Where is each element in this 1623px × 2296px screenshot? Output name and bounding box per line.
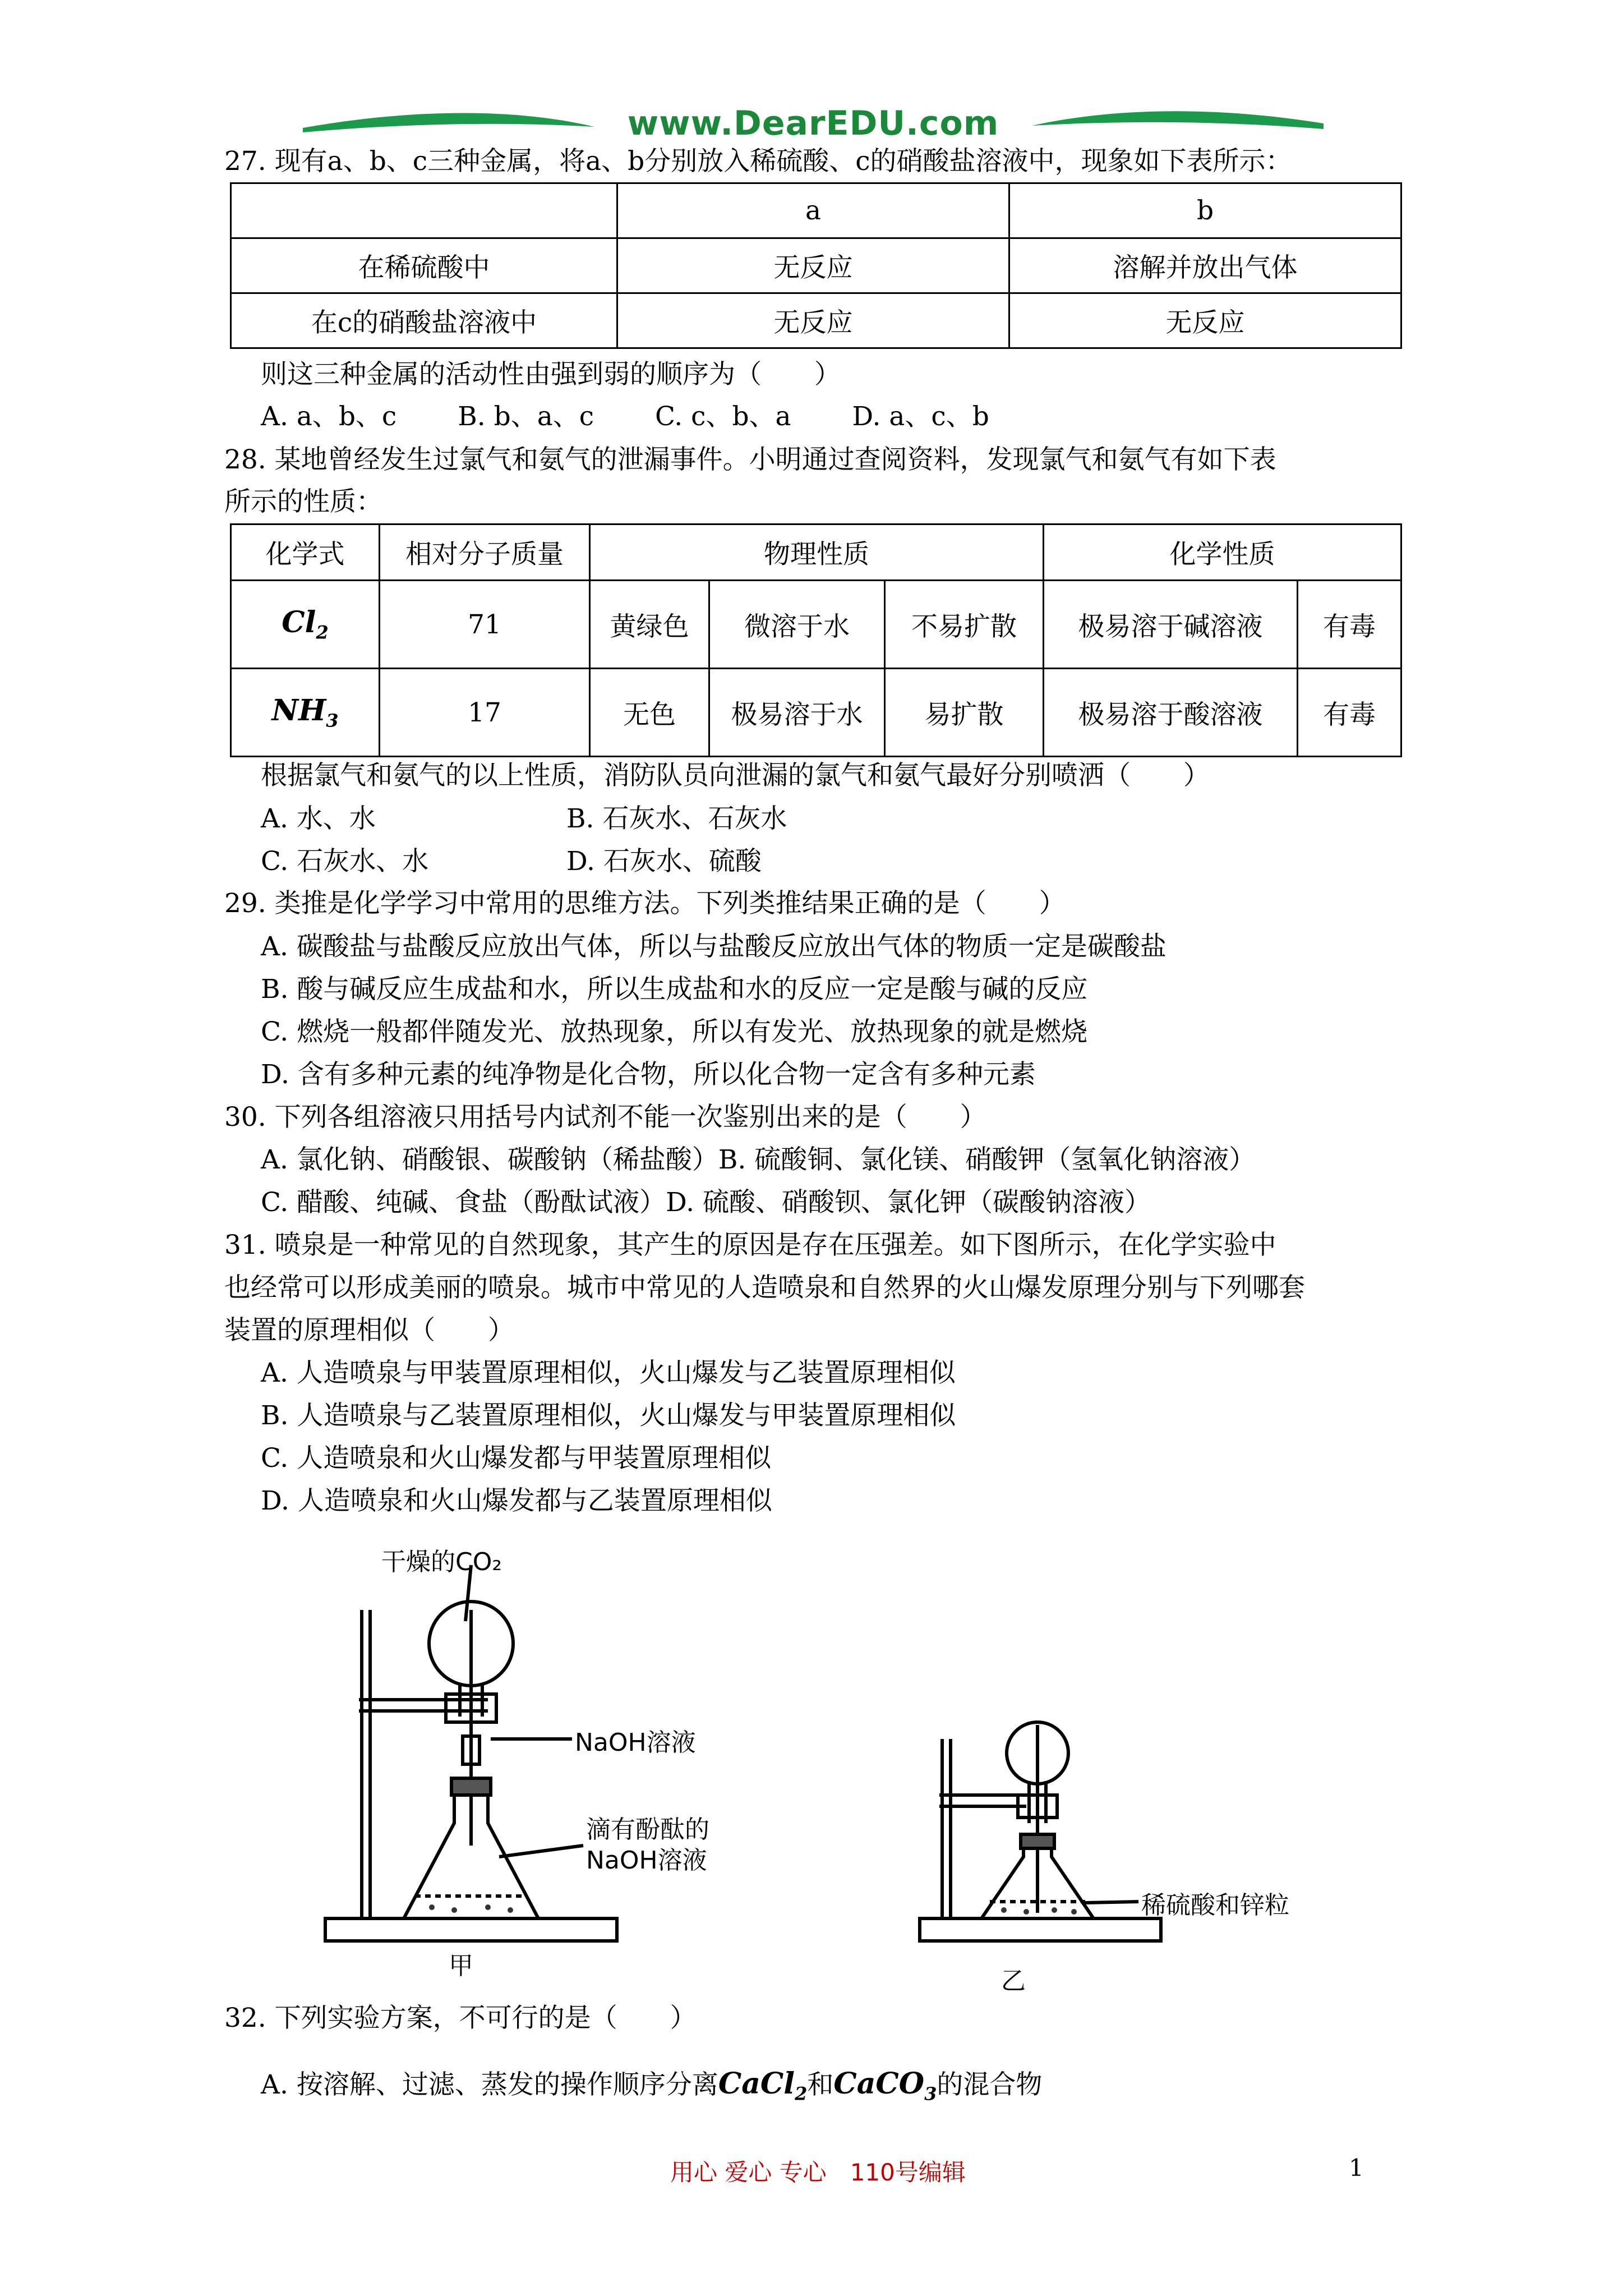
- q28-option-c: C. 石灰水、水: [261, 846, 429, 877]
- q28-head-mass: 相对分子质量: [380, 524, 590, 581]
- q31-option-d: D. 人造喷泉和火山爆发都与乙装置原理相似: [261, 1485, 772, 1516]
- q31-option-c: C. 人造喷泉和火山爆发都与甲装置原理相似: [261, 1443, 772, 1474]
- q28-cell: 极易溶于酸溶液: [1044, 669, 1298, 757]
- jia-label-co2: 干燥的CO₂: [381, 1548, 502, 1576]
- q27-table: [230, 182, 1402, 349]
- q29-option-a: A. 碳酸盐与盐酸反应放出气体，所以与盐酸反应放出气体的物质一定是碳酸盐: [261, 931, 1166, 962]
- q29-option-d: D. 含有多种元素的纯净物是化合物，所以化合物一定含有多种元素: [261, 1059, 1036, 1090]
- jia-caption: 甲: [449, 1952, 473, 1980]
- yi-caption: 乙: [1001, 1967, 1026, 1995]
- q27-question: 则这三种金属的活动性由强到弱的顺序为（ ）: [261, 359, 841, 390]
- q27-cell: 无反应: [617, 238, 1009, 293]
- q28-cell: 无色: [590, 669, 709, 757]
- footer-text: 用心 爱心 专心 110号编辑: [670, 2159, 966, 2186]
- q28-cell: 极易溶于碱溶液: [1044, 581, 1298, 669]
- q27-head-empty: [231, 183, 617, 238]
- q28-cell: 极易溶于水: [709, 669, 885, 757]
- q31-stem-1: 31. 喷泉是一种常见的自然现象，其产生的原因是存在压强差。如下图所示，在化学实验中: [224, 1230, 1276, 1260]
- q28-formula-nh3: $NH_3$: [231, 669, 380, 757]
- q32-option-a: A. 按溶解、过滤、蒸发的操作顺序分离CaCl$_2$和CaCO$_3$的混合物: [261, 2067, 1043, 2105]
- q30-options-cd: C. 醋酸、纯碱、食盐（酚酞试液）D. 硫酸、硝酸钡、氯化钾（碳酸钠溶液）: [261, 1187, 1151, 1218]
- q28-question: 根据氯气和氨气的以上性质，消防队员向泄漏的氯气和氨气最好分别喷洒（ ）: [261, 760, 1210, 791]
- q31-stem-2: 也经常可以形成美丽的喷泉。城市中常见的人造喷泉和自然界的火山爆发原理分别与下列哪套: [224, 1272, 1305, 1303]
- q28-option-a: A. 水、水: [261, 803, 376, 834]
- q27-cell: 无反应: [617, 293, 1009, 348]
- q28-cell: 黄绿色: [590, 581, 709, 669]
- q27-cell: 在c的硝酸盐溶液中: [231, 293, 617, 348]
- q28-cell: 易扩散: [885, 669, 1044, 757]
- q27-cell: 在稀硫酸中: [231, 238, 617, 293]
- q28-formula-cl2: $Cl_2$: [231, 581, 380, 669]
- q28-head-chemical: 化学性质: [1044, 524, 1401, 581]
- q29-stem: 29. 类推是化学学习中常用的思维方法。下列类推结果正确的是（ ）: [224, 888, 1066, 919]
- fountain-apparatus-figure: [303, 1531, 1413, 1991]
- q28-head-physical: 物理性质: [590, 524, 1044, 581]
- q30-stem: 30. 下列各组溶液只用括号内试剂不能一次鉴别出来的是（ ）: [224, 1102, 986, 1133]
- q27-cell: 无反应: [1009, 293, 1401, 348]
- q32-stem: 32. 下列实验方案，不可行的是（ ）: [224, 2003, 697, 2033]
- q28-cell: 不易扩散: [885, 581, 1044, 669]
- q31-option-a: A. 人造喷泉与甲装置原理相似，火山爆发与乙装置原理相似: [261, 1358, 956, 1388]
- q31-stem-3: 装置的原理相似（ ）: [224, 1315, 514, 1346]
- yi-label-acid-zinc: 稀硫酸和锌粒: [1141, 1891, 1289, 1920]
- jia-label-naoh-2: NaOH溶液: [586, 1846, 707, 1875]
- q27-head-a: a: [617, 183, 1009, 238]
- q28-cell: 微溶于水: [709, 581, 885, 669]
- q28-option-b: B. 石灰水、石灰水: [566, 803, 787, 834]
- q27-head-b: b: [1009, 183, 1401, 238]
- q29-option-b: B. 酸与碱反应生成盐和水，所以生成盐和水的反应一定是酸与碱的反应: [261, 974, 1088, 1005]
- q29-option-c: C. 燃烧一般都伴随发光、放热现象，所以有发光、放热现象的就是燃烧: [261, 1016, 1088, 1047]
- q31-option-b: B. 人造喷泉与乙装置原理相似，火山爆发与甲装置原理相似: [261, 1400, 956, 1431]
- jia-label-naoh: NaOH溶液: [575, 1728, 696, 1757]
- q27-options: A. a、b、c B. b、a、c C. c、b、a D. a、c、b: [261, 401, 989, 432]
- q28-stem-1: 28. 某地曾经发生过氯气和氨气的泄漏事件。小明通过查阅资料，发现氯气和氨气有如下表: [224, 444, 1276, 475]
- q28-cell: 有毒: [1298, 669, 1401, 757]
- q28-cell: 71: [380, 581, 590, 669]
- q28-table: [230, 523, 1402, 757]
- q28-head-formula: 化学式: [231, 524, 380, 581]
- q28-option-d: D. 石灰水、硫酸: [566, 846, 762, 877]
- q30-options-ab: A. 氯化钠、硝酸银、碳酸钠（稀盐酸）B. 硫酸铜、氯化镁、硝酸钾（氢氧化钠溶液）: [261, 1144, 1256, 1175]
- q27-cell: 溶解并放出气体: [1009, 238, 1401, 293]
- page-number: 1: [1349, 2154, 1364, 2182]
- q27-stem: 27. 现有a、b、c三种金属，将a、b分别放入稀硫酸、c的硝酸盐溶液中，现象如下表所示：: [224, 146, 1292, 177]
- q28-cell: 17: [380, 669, 590, 757]
- jia-label-phenolphthalein: 滴有酚酞的: [586, 1815, 709, 1844]
- q28-stem-2: 所示的性质：: [224, 486, 382, 517]
- q28-cell: 有毒: [1298, 581, 1401, 669]
- site-logo-text: www.DearEDU.com: [627, 104, 999, 143]
